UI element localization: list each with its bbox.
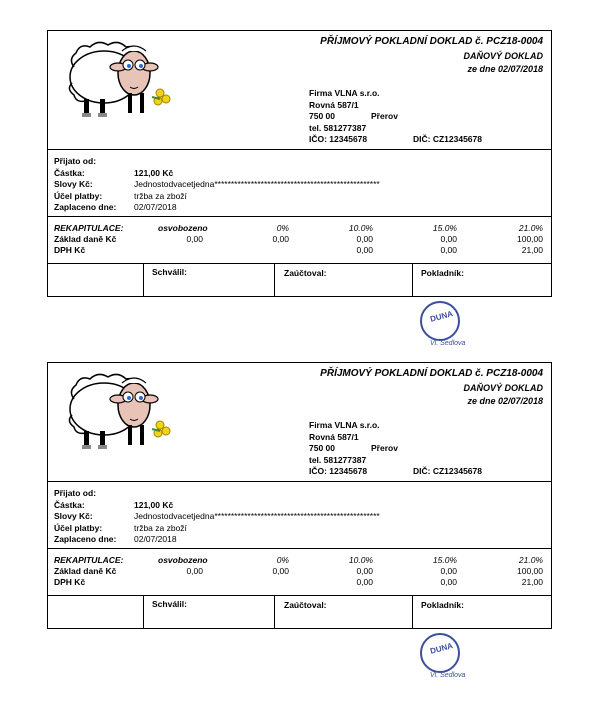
amount-label: Částka:: [54, 500, 85, 510]
tax-base-15: 0,00: [440, 566, 457, 576]
stamp-signature: Vl. Sedlova: [430, 340, 466, 347]
recap-col-0: 0%: [276, 223, 289, 233]
paid-date-value: 02/07/2018: [134, 534, 177, 544]
approved-by-label: Schválil:: [152, 599, 187, 609]
company-stamp: [412, 298, 468, 350]
recap-col-21: 21.0%: [518, 223, 543, 233]
vat-10: 0,00: [356, 577, 373, 587]
booked-by-label: Zaúčtoval:: [284, 268, 327, 278]
approved-by-label: Schválil:: [152, 267, 187, 277]
stamp-text: DUNA: [429, 309, 454, 324]
vat-label: DPH Kč: [54, 245, 86, 255]
recap-title: REKAPITULACE:: [54, 555, 124, 565]
sheep-logo: [56, 37, 176, 121]
tax-base-21: 100,00: [517, 234, 543, 244]
stamp-text: DUNA: [429, 641, 454, 656]
amount-label: Částka:: [54, 168, 85, 178]
sign-divider: [274, 264, 275, 296]
words-value: Jednostodvacetjedna**************************************************: [134, 511, 380, 521]
payment-details: [47, 149, 552, 217]
booked-by-label: Zaúčtoval:: [284, 600, 327, 610]
purpose-label: Účel platby:: [54, 523, 103, 533]
tax-base-10: 0,00: [356, 566, 373, 576]
vat-10: 0,00: [356, 245, 373, 255]
firm-name: Firma VLNA s.r.o.: [309, 420, 380, 430]
vat-15: 0,00: [440, 245, 457, 255]
receipt-date: ze dne 02/07/2018: [467, 396, 543, 406]
recap-col-10: 10.0%: [348, 555, 373, 565]
recap-title: REKAPITULACE:: [54, 223, 124, 233]
received-from-label: Přijato od:: [54, 156, 97, 166]
sign-divider: [274, 596, 275, 628]
recap-col-exempt: osvobozeno: [158, 555, 208, 565]
sign-divider: [412, 596, 413, 628]
paid-date-label: Zaplaceno dne:: [54, 534, 117, 544]
firm-street: Rovná 587/1: [309, 100, 359, 110]
receipt-title: PŘÍJMOVÝ POKLADNÍ DOKLAD č. PCZ18-0004: [320, 368, 543, 379]
vat-21: 21,00: [521, 577, 543, 587]
vat-15: 0,00: [440, 577, 457, 587]
firm-zip: 750 00: [309, 111, 335, 121]
tax-base-15: 0,00: [440, 234, 457, 244]
payment-details: [47, 481, 552, 549]
recap-col-exempt: osvobozeno: [158, 223, 208, 233]
tax-document-label: DAŇOVÝ DOKLAD: [463, 51, 543, 61]
sheep-logo: [56, 369, 176, 453]
firm-city: Přerov: [371, 443, 398, 453]
firm-name: Firma VLNA s.r.o.: [309, 88, 380, 98]
sign-divider: [143, 596, 144, 628]
firm-phone: tel. 581277387: [309, 123, 367, 133]
sign-divider: [143, 264, 144, 296]
recap-col-15: 15.0%: [432, 555, 457, 565]
signature-row: [47, 595, 552, 629]
amount-value: 121,00 Kč: [134, 168, 174, 178]
paid-date-value: 02/07/2018: [134, 202, 177, 212]
firm-phone: tel. 581277387: [309, 455, 367, 465]
tax-base-0: 0,00: [272, 234, 289, 244]
cashier-label: Pokladník:: [421, 268, 464, 278]
purpose-label: Účel platby:: [54, 191, 103, 201]
firm-dic: DIČ: CZ12345678: [413, 134, 482, 144]
tax-base-exempt: 0,00: [186, 566, 203, 576]
sign-divider: [412, 264, 413, 296]
stamp-signature: Vl. Sedlova: [430, 672, 466, 679]
firm-ico: IČO: 12345678: [309, 134, 368, 144]
firm-dic: DIČ: CZ12345678: [413, 466, 482, 476]
amount-value: 121,00 Kč: [134, 500, 174, 510]
recap-col-15: 15.0%: [432, 223, 457, 233]
vat-label: DPH Kč: [54, 577, 86, 587]
signature-row: [47, 263, 552, 297]
tax-base-21: 100,00: [517, 566, 543, 576]
tax-base-exempt: 0,00: [186, 234, 203, 244]
recap-col-10: 10.0%: [348, 223, 373, 233]
words-label: Slovy Kč:: [54, 511, 93, 521]
firm-zip: 750 00: [309, 443, 335, 453]
firm-street: Rovná 587/1: [309, 432, 359, 442]
vat-recap: [47, 548, 552, 596]
tax-document-label: DAŇOVÝ DOKLAD: [463, 383, 543, 393]
firm-ico: IČO: 12345678: [309, 466, 368, 476]
purpose-value: tržba za zboží: [134, 191, 187, 201]
firm-city: Přerov: [371, 111, 398, 121]
tax-base-label: Základ daně Kč: [54, 566, 117, 576]
tax-base-label: Základ daně Kč: [54, 234, 117, 244]
tax-base-0: 0,00: [272, 566, 289, 576]
received-from-label: Přijato od:: [54, 488, 97, 498]
purpose-value: tržba za zboží: [134, 523, 187, 533]
recap-col-21: 21.0%: [518, 555, 543, 565]
receipt-title: PŘÍJMOVÝ POKLADNÍ DOKLAD č. PCZ18-0004: [320, 36, 543, 47]
cashier-label: Pokladník:: [421, 600, 464, 610]
vat-21: 21,00: [521, 245, 543, 255]
receipt-header: [47, 362, 552, 482]
tax-base-10: 0,00: [356, 234, 373, 244]
receipt-date: ze dne 02/07/2018: [467, 64, 543, 74]
company-stamp: [412, 630, 468, 682]
vat-recap: [47, 216, 552, 264]
recap-col-0: 0%: [276, 555, 289, 565]
words-label: Slovy Kč:: [54, 179, 93, 189]
words-value: Jednostodvacetjedna**************************************************: [134, 179, 380, 189]
receipt-header: [47, 30, 552, 150]
paid-date-label: Zaplaceno dne:: [54, 202, 117, 212]
